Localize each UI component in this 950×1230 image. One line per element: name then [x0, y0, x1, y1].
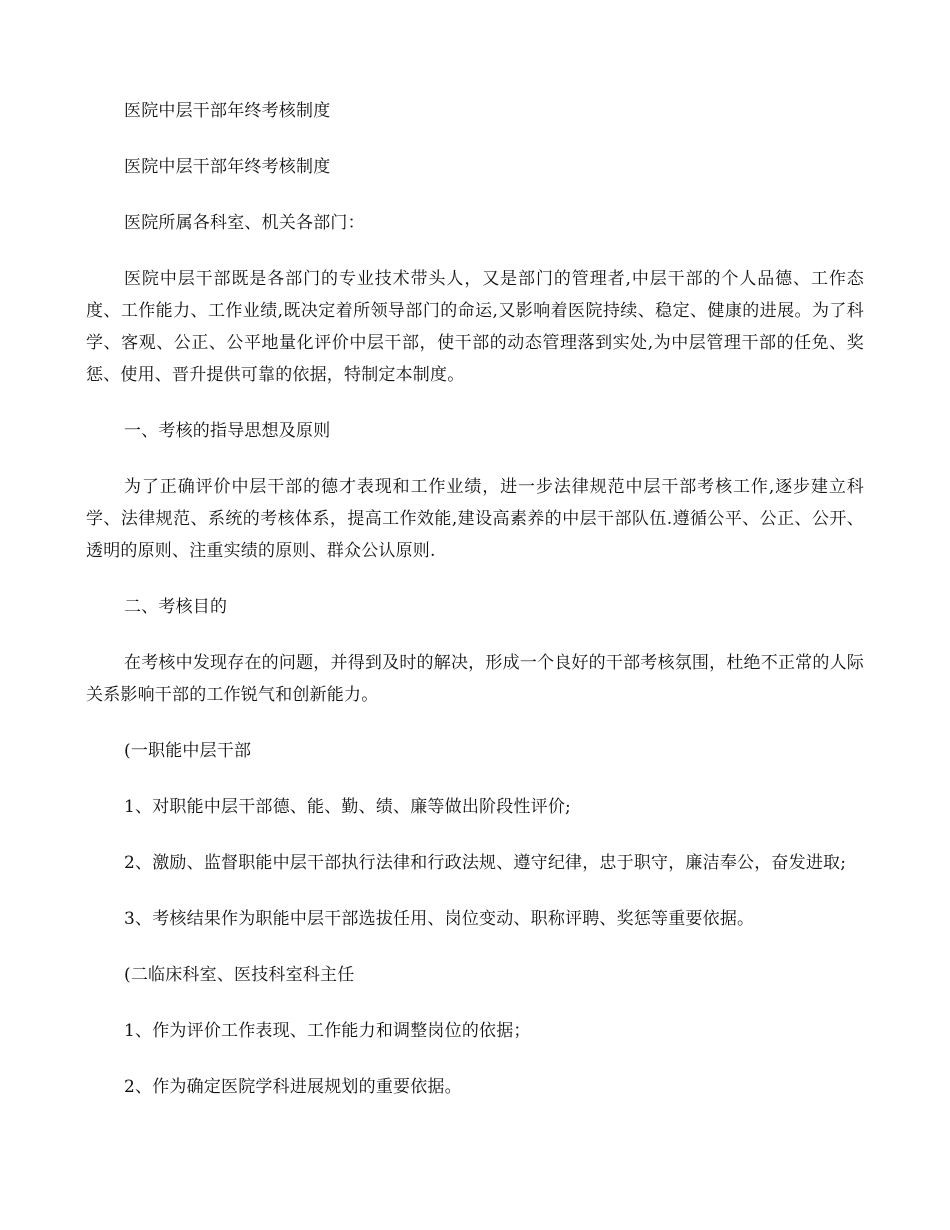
salutation: 医院所属各科室、机关各部门：	[124, 213, 365, 233]
document-page	[86, 95, 864, 1103]
section-body-principles: 为了正确评价中层干部的德才表现和工作业绩，进一步法律规范中层干部考核工作,逐步建立科学、法律规范、系统的考核体系，提高工作效能,建设高素养的中层干部队伍.遵循公平、公正、公开、透明的原则、注重实绩的原则、群众公认原则.	[86, 477, 864, 561]
list-item: 2、激励、监督职能中层干部执行法律和行政法规、遵守纪律，忠于职守，廉洁奉公，奋发进取;	[124, 853, 847, 873]
section-heading-principles: 一、考核的指导思想及原则	[124, 421, 331, 441]
list-item: 3、考核结果作为职能中层干部选拔任用、岗位变动、职称评聘、奖惩等重要依据。	[124, 909, 755, 929]
list-item: 1、作为评价工作表现、工作能力和调整岗位的依据；	[124, 1021, 531, 1041]
section-heading-purpose: 二、考核目的	[124, 597, 228, 617]
document-title: 医院中层干部年终考核制度	[124, 101, 331, 121]
subsection-heading-functional: (一职能中层干部	[124, 741, 252, 761]
section-body-purpose: 在考核中发现存在的问题，并得到及时的解决，形成一个良好的干部考核氛围，杜绝不正常的人际关系影响干部的工作锐气和创新能力。	[86, 653, 864, 705]
intro-paragraph: 医院中层干部既是各部门的专业技术带头人，又是部门的管理者,中层干部的个人品德、工作态度、工作能力、工作业绩,既决定着所领导部门的命运,又影响着医院持续、稳定、健康的进展。为了科学、客观、公正、公平地量化评价中层干部，使干部的动态管理落到实处,为中层管理干部的任免、奖惩、使用、晋升提供可靠的依据，特制定本制度。	[86, 269, 864, 385]
document-subtitle: 医院中层干部年终考核制度	[124, 157, 331, 177]
subsection-heading-clinical: (二临床科室、医技科室科主任	[124, 965, 355, 985]
list-item: 2、作为确定医院学科进展规划的重要依据。	[124, 1077, 462, 1097]
list-item: 1、对职能中层干部德、能、勤、绩、廉等做出阶段性评价;	[124, 797, 571, 817]
